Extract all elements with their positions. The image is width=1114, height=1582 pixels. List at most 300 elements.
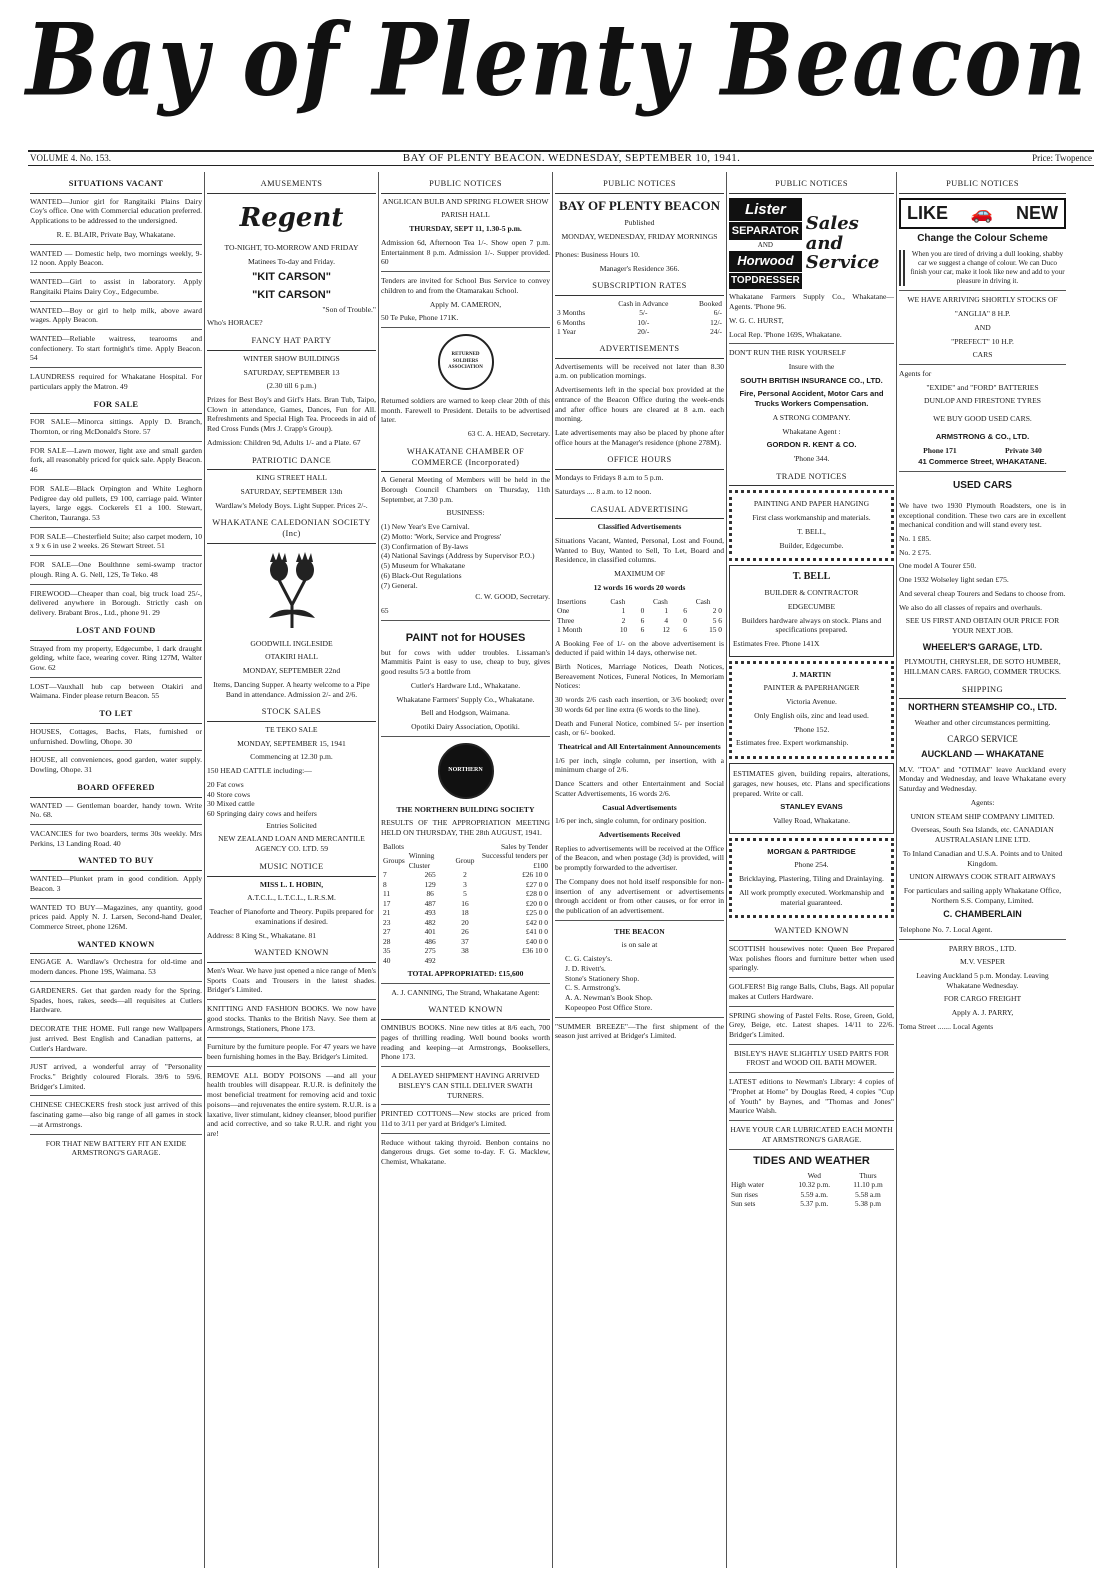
notice-line: One 1932 Wolseley light sedan £75. [899,575,1009,585]
table-cell: 37 [461,936,469,946]
notice-line: No. 1 £85. [899,534,932,544]
table-cell: Sun rises [731,1189,758,1199]
classified-ad: VACANCIES for two boarders, terms 30s weekly. Mrs Perkins, 13 Landing Road. 40 [30,828,202,848]
table-cell: 38 [461,946,469,956]
notice-line: "Son of Trouble." [322,304,376,314]
notice-body: but for cows with udder troubles. Lissaman's Mammitis Paint is easy to use, cheap to buy, gives good results 5/3 a bottle from [381,647,550,677]
notice-line: Cutler's Hardware Ltd., Whakatane. [410,680,521,690]
classified-ad: WANTED—Junior girl for Rangitaiki Plains Dairy Coy's office. One with Commercial education preferred. Applications to be addressed to the undersigned. [30,196,202,226]
section-heading: SHIPPING [899,681,1066,700]
table-header-cell: Sales by Tender [501,841,548,851]
classified-ad: Reduce without taking thyroid. Benbon contains no dangerous drugs. Get some to-day. F. G. Macklew, Chemist, Whakatane. [381,1137,550,1167]
table-row [555,625,724,634]
table-cell: 493 [424,908,436,918]
car-icon: 🚗 [970,202,994,223]
trade-notice [729,490,894,561]
notice-body: Late advertisements may also be placed by phone after office hours at the Manager's residence (phone 278M). [555,427,724,447]
notice-line: Local Rep. 'Phone 169S, Whakatane. [729,329,842,339]
section-heading: PUBLIC NOTICES [899,175,1066,194]
notice-body: SEE US FIRST AND OBTAIN OUR PRICE FOR YOUR NEXT JOB. [905,616,1060,636]
list-item: 60 Springing dairy cows and heifers [207,809,317,819]
notice-body: Items, Dancing Supper. A hearty welcome to a Pipe Band in attendance. Admission 2/- and 2/6. [213,679,370,699]
section-heading: CASUAL ADVERTISING [555,501,724,520]
table-row [381,870,550,879]
table-cell: 1 Year [557,327,576,337]
masthead-title: Bay of Plenty Beacon [25,2,1089,119]
notice-line: MORGAN & PARTRIDGE [767,846,856,856]
topdresser-label: TOPDRESSER [729,273,802,290]
notice-line: "ANGLIA" 8 H.P. [954,309,1011,319]
table-cell: 5.38 p.m [854,1198,881,1208]
notice-line: AUCKLAND — WHAKATANE [921,749,1044,760]
section-heading: PUBLIC NOTICES [555,175,724,194]
notice-line: Insure with the [788,361,835,371]
notice-line: WHEELER'S GARAGE, LTD. [922,641,1043,652]
notice-line: BUILDER & CONTRACTOR [764,588,859,598]
notice-body: RESULTS OF THE APPROPRIATION MEETING HELD ON THURSDAY, THE 28th AUGUST, 1941. [381,818,550,838]
notice-line: THE NORTHERN BUILDING SOCIETY [396,804,535,814]
table-header-cell: Ballots [383,841,404,851]
table-cell: 482 [424,917,436,927]
notice-line: THURSDAY, SEPT 11, 1.30-5 p.m. [409,224,522,234]
list-item: C. S. Armstrong's. [565,983,621,993]
table-cell: 487 [424,898,436,908]
notice-line: Saturdays .... 8 a.m. to 12 noon. [555,486,652,496]
table-row [555,616,724,625]
notice-line: First class workmanship and materials. [752,513,871,523]
classified-ad: Furniture by the furniture people. For 47 years we have been furnishing homes in the Bay. Bridger's Limited. [207,1042,376,1062]
notice-body: Birth Notices, Marriage Notices, Death Notices, Bereavement Notices, Funeral Notices, In Memoriam Notices: [555,661,724,691]
column-5 [726,172,896,1568]
notice-line: ARMSTRONG & CO., LTD. [935,431,1030,441]
column-6 [896,172,1068,1568]
notice-body: Admission 6d, Afternoon Tea 1/-. Show open 7 p.m. Entertainment 8 p.m. Admission 1/-. Supper provided. 60 [381,237,550,267]
table-cell: 10 [619,625,628,635]
list-item: (2) Motto: 'Work, Service and Progress' [381,531,502,541]
notice-line: NEW ZEALAND LOAN AND MERCANTILE AGENCY CO. LTD. 59 [218,834,365,854]
notice-line: Toma Street ....... Local Agents [899,1021,994,1031]
table-cell: 20 [461,917,469,927]
regent-logo: Regent [239,202,344,233]
notice-line: 150 HEAD CATTLE including:— [207,766,312,776]
classified-ad: JUST arrived, a wonderful array of "Personality Frocks." Brightly coloured Florals. 39/6 to 59/6. Bridger's Limited. [30,1062,202,1091]
notice-line: MONDAY, WEDNESDAY, FRIDAY MORNINGS [561,232,718,242]
table-cell: 0 [640,606,645,616]
notice-line: Mondays to Fridays 8 a.m to 5 p.m. [555,473,664,483]
notice-line: Telephone No. 7. Local Agent. [899,924,993,934]
notice-line: Whakatane Farmers' Supply Co., Whakatane. [396,694,535,704]
table-row [729,1199,894,1208]
section-heading: TRADE NOTICES [729,468,894,487]
subscription-table [555,299,724,337]
table-row [381,927,550,936]
lister-advert [729,197,894,291]
notice-line: ANGLICAN BULB AND SPRING FLOWER SHOW [382,196,549,206]
notice-line: TE TEKO SALE [265,725,318,735]
notice-line: M.V. VESPER [959,957,1006,967]
section-heading: ADVERTISEMENTS [555,340,724,359]
list-item: J. D. Rivett's. [565,963,606,973]
volume-number: VOLUME 4. No. 153. [30,152,111,163]
table-cell: 486 [424,936,436,946]
classified-ad: FOR SALE—Lawn mower, light axe and small garden fork, all reasonably priced for quick sale. Apply Beacon. 46 [30,445,202,475]
table-cell [476,956,550,965]
paint-headline: PAINT not for HOUSES [405,631,526,644]
notice-line: Builder, Edgecumbe. [779,540,844,550]
notice-body: We also do all classes of repairs and overhauls. [899,602,1042,612]
section-heading: FANCY HAT PARTY [207,332,376,351]
table-cell: 1 Month [557,625,583,635]
notice-line: DUNLOP AND FIRESTONE TYRES [924,396,1041,406]
notice-body: Replies to advertisements will be received at the Office of the Beacon, and when postage (3d) is provided, will be promptly forwarded to the advertiser. [555,843,724,873]
notice-line: Address: 8 King St., Whakatane. 81 [207,930,317,940]
notice-line: CARS [972,350,993,360]
table-header-cell: Cash [610,596,626,606]
table-cell: 6 [640,615,645,625]
notice-body: Admission: Children 9d, Adults 1/- and a Plate. 67 [207,437,361,447]
notice-line: TO-NIGHT, TO-MORROW AND FRIDAY [224,243,359,253]
table-cell: 16 [461,898,469,908]
table-cell: 5 6 [712,615,722,625]
notice-line: "PREFECT" 10 H.P. [951,336,1014,346]
table-cell: 86 [426,889,434,899]
table-cell: 24/- [710,327,722,337]
notice-line: UNION AIRWAYS COOK STRAIT AIRWAYS [909,872,1056,882]
table-cell: 492 [424,955,436,965]
classified-ad: Strayed from my property, Edgecumbe, 1 dark draught gelding, white face, wearing cover. Ring 127M, Walter Gow. 62 [30,643,202,672]
list-item: A. A. Newman's Book Shop. [565,993,653,1003]
notice-line: Weather and other circumstances permitting. [914,718,1051,727]
results-table [381,842,550,965]
table-cell: 1 [621,606,626,616]
table-header-cell: Cash [695,596,711,606]
table-cell: 6/- [713,308,722,318]
section-heading: MUSIC NOTICE [207,858,376,877]
notice-line: Agents for [899,369,932,379]
table-cell: 11 [383,889,391,899]
notice-line: CARGO SERVICE [947,733,1018,744]
notice-line: T. BELL, [797,526,826,536]
table-cell: 6 [683,625,687,635]
section-heading: SUBSCRIPTION RATES [555,277,724,296]
classified-ad: WANTED—Girl to assist in laboratory. Apply Rangitaiki Plains Dairy Coy., Edgecumbe. [30,277,202,296]
classified-ad: HOUSES, Cottages, Bachs, Flats, furnished or unfurnished. Dowling, Ohope. 30 [30,726,202,746]
table-header-cell [407,842,454,851]
like-label: LIKE [907,202,949,223]
table-cell: 23 [383,917,391,927]
classified-ad: SPRING showing of Pastel Felts. Rose, Green, Gold, Grey, Beige, etc. Latest shapes. 14/11 to 22/6. Bridger's Limited. [729,1010,894,1040]
table-row [381,946,550,955]
notice-line: GOODWILL INGLESIDE [250,638,333,648]
notice-body: Advertisements left in the special box provided at the entrance of the Beacon Office during the week-ends and after office hours are cleared at 8 a.m. each morning. [555,385,724,424]
tides-heading: TIDES AND WEATHER [753,1154,870,1167]
list-item: Kopeopeo Post Office Store. [565,1002,653,1012]
table-header-cell: Cash in Advance [618,299,669,308]
table-row [381,918,550,927]
notice-line: Apply A. J. PARRY, [951,1008,1014,1018]
table-header [381,842,550,851]
table-row [381,889,550,898]
notice-line: BUSINESS: [446,508,485,518]
classified-ad: LOST—Vauxhall hub cap between Otakiri and Waimana. Finder please return Beacon. 55 [30,681,202,701]
notice-line: Bell and Hodgson, Waimana. [421,708,510,718]
section-heading: PUBLIC NOTICES [729,175,894,194]
notice-line: A.T.C.L., L.T.C.L., L.R.S.M. [247,893,336,903]
notice-line: is on sale at [621,940,658,950]
notice-line: WINTER SHOW BUILDINGS [243,353,340,363]
notice-line: MAXIMUM OF [614,569,665,579]
table-cell: 35 [383,946,391,956]
lister-logo: Lister [729,198,802,221]
table-header-cell [555,299,603,308]
notice-body: When you are tired of driving a dull looking, shabby car we suggest a change of colour. We can Duco finish your car, make it look like new and add to your pleasure in driving it. [899,250,1066,287]
notice-body: Builders hardware always on stock. Plans and specifications prepared. [741,615,882,635]
table-cell: 2 [463,870,467,880]
table-header-cell: Wed [807,1170,821,1180]
notice-body: Prizes for Best Boy's and Girl's Hats. Bran Tub, Taipo, Clown in attendance, Games, Dances, Fun for All. Refreshments and Special High Tea. Proceeds in aid of Red Cross Funds (Mrs J. Crapp's Group). [207,394,376,434]
notice-body: A Booking Fee of 1/- on the above advertisement is deducted if paid within 14 days, otherwise net. [555,638,724,658]
list-item: Stone's Stationery Shop. [565,973,640,983]
notice-line: Classified Advertisements [597,522,682,532]
list-item: (3) Confirmation of By-laws [381,541,469,551]
notice-line: MONDAY, SEPTEMBER 15, 1941 [237,738,346,748]
section-heading: WANTED TO BUY [30,852,202,871]
notice-line: KING STREET HALL [256,473,327,483]
notice-line: One model A Tourer £50. [899,561,977,571]
notice-body: Whakatane Farmers Supply Co., Whakatane—Agents. 'Phone 96. [729,292,894,312]
table-row [381,880,550,889]
notice-line: NORTHERN STEAMSHIP CO., LTD. [908,702,1057,713]
classified-ad: GARDENERS. Get that garden ready for the Spring. Spades, hoes, rakes, seeds—all requisites at Cutlers Hardware. [30,985,202,1015]
notice-line: Manager's Residence 366. [599,263,680,273]
notice-line: OTAKIRI HALL [265,652,318,662]
table-row [729,1180,894,1189]
table-cell: 5/- [639,308,648,318]
notice-body: Tenders are invited for School Bus Service to convey children to and from the Otamarakau School. [381,276,550,295]
table-cell: 6 [640,625,645,635]
classified-ad: SCOTTISH housewives note: Queen Bee Prepared Wax polishes floors and furniture better when used sparingly. [729,944,894,973]
table-cell: 7 [383,870,387,880]
table-cell: £40 0 0 [525,936,548,946]
classified-ad: FOR SALE—Black Orpington and White Leghorn Pedigree day old pullets, £9 100, carriage paid. Winter layers, large eggs. Cockerels £1 a 100. Stewart, Cheriton, Tauranga. 53 [30,483,202,523]
notice-line: UNION STEAM SHIP COMPANY LIMITED. [910,811,1055,821]
table-cell: 27 [383,927,391,937]
classified-ad: WANTED—Reliable waitress, tearooms and confectionery. To start fortnight's time. Apply Beacon. 54 [30,333,202,363]
notice-body: We have two 1930 Plymouth Roadsters, one is in exceptional condition. These two cars are in excellent mechanical condition and will stand every test. [899,500,1066,530]
table-row [555,327,724,336]
notice-line: Phone 254. [794,860,829,870]
table-row [381,937,550,946]
notice-line: MISS L. I. HOBIN, [259,879,324,889]
table-cell: 3 [463,879,467,889]
northern-emblem: NORTHERN [438,743,494,799]
table-header-cell: Booked [699,299,722,308]
classified-ad: HAVE YOUR CAR LUBRICATED EACH MONTH AT ARMSTRONG'S GARAGE. [730,1125,893,1144]
table-cell: 5.37 p.m. [800,1198,829,1208]
trade-notice [729,838,894,919]
table-cell: 6 [683,606,687,616]
table-cell: 5 [463,889,467,899]
notice-line: Only English oils, zinc and lead used. [754,710,869,720]
notice-body: The Company does not hold itself responsible for non-insertion of any advertisement or advertisements through accident or from other causes, or for error in the publication of an advertisement. [555,876,724,916]
notice-line: Matinees To-day and Friday. [248,256,335,266]
rates-table [555,597,724,635]
notice-line: Wardlaw's Melody Boys. Light Supper. Prices 2/-. [215,500,368,510]
classified-ad: HOUSE, all conveniences, good garden, water supply. Dowling, Ohope. 31 [30,755,202,775]
tides-table [729,1171,894,1209]
section-heading: WANTED KNOWN [207,944,376,963]
notice-line: Apply M. CAMERON, [429,299,502,309]
phone-row [899,446,1066,456]
classified-ad: WANTED — Gentleman boarder, handy town. Write No. 68. [30,800,202,820]
table-header-cell: Thurs [859,1170,877,1180]
section-heading: PATRIOTIC DANCE [207,452,376,471]
table-cell: 5.59 a.m. [800,1189,828,1199]
notice-line: PAINTER & PAPERHANGER [763,683,860,693]
notice-line: WE HAVE ARRIVING SHORTLY STOCKS OF [907,295,1058,305]
table-cell: 26 [461,927,469,937]
classified-ad: WANTED — Domestic help, two mornings weekly, 9-12 noon. Apply Beacon. [30,248,202,268]
notice-line: 'Phone 152. [793,724,830,734]
list-item: (6) Black-Out Regulations [381,570,462,580]
classified-ad: FIREWOOD—Cheaper than coal, big truck load 25/-, delivered anywhere in Borough. Strictly cash on delivery. Brabant Bros., Ltd., phone 91. 29 [30,588,202,618]
notice-line: T. BELL [792,571,831,583]
classified-ad: FOR SALE—Chesterfield Suite; also carpet modern, 10 x 9 x 6 in use 2 weeks. 26 Stewart Street. 51 [30,531,202,551]
notice-body: Teacher of Pianoforte and Theory. Pupils prepared for examinations if desired. [209,907,374,926]
notice-line: EDGECUMBE [787,601,836,611]
table-header-cell [639,597,651,606]
table-cell [454,956,477,965]
table-header-cell: Groups [383,856,405,866]
notice-body: M.V. "TOA" and "OTIMAI" leave Auckland every Monday and Wednesday, and leave Whakatane every Saturday and Wednesday. [899,764,1066,794]
section-heading: LOST AND FOUND [30,622,202,641]
table-header-cell: Cash [653,596,668,606]
notice-line: 65 [381,605,389,615]
trade-notice [729,763,894,834]
table-header-cell: Winning Cluster [408,851,435,870]
notice-line: Valley Road, Whakatane. [772,815,851,825]
notice-line: Who's HORACE? [207,318,263,328]
classified-ad: REMOVE ALL BODY POISONS —and all your health troubles will disappear. R.U.R. is definitely the most beneficial treatment for removing acid and toxic poisons—and rejuvenates the entire system. R.U.R. is a laxative, liver stimulant, kidney cleanser, blood purifier and acid corrective, and so take R.U.R. and right you are! [207,1070,376,1139]
classified-ad: CHINESE CHECKERS fresh stock just arrived of this fascinating game—also big range of all games in stock—at Armstrongs. [30,1100,202,1129]
table-cell: 12/- [710,317,722,327]
classified-ad: FOR THAT NEW BATTERY FIT AN EXIDE ARMSTRONG'S GARAGE. [45,1138,187,1158]
notice-line: 41 Commerce Street, WHAKATANE. [918,457,1047,467]
thistle-icon [207,550,376,633]
table-cell: Sun sets [731,1198,756,1208]
section-heading: OFFICE HOURS [555,451,724,470]
notice-line: Advertisements Received [598,830,681,839]
list-item: C. G. Caistey's. [565,954,613,964]
section-heading: WHAKATANE CHAMBER OF COMMERCE (Incorporated) [381,443,550,473]
table-row [381,956,550,965]
table-cell: 2 [621,615,626,625]
table-cell: Three [557,615,575,625]
table-cell: 0 [683,615,687,625]
table-cell: 15 0 [709,625,722,635]
like-new-banner [899,198,1066,229]
table-cell: 11.10 p.m [853,1180,883,1190]
notice-line: Entries Solicited [266,820,317,830]
notice-line: SATURDAY, SEPTEMBER 13th [240,487,343,497]
column-3 [378,172,552,1568]
table-row [381,899,550,908]
table-cell: 20/- [637,327,650,337]
notice-line: MONDAY, SEPTEMBER 22nd [242,666,341,676]
notice-body: Dance Scatters and other Entertainment and Social Scatter Advertisements, 16 words 2/6. [555,779,724,798]
section-heading: SITUATIONS VACANT [30,175,202,194]
table-cell: 2 0 [712,606,722,616]
notice-body: PLYMOUTH, CHRYSLER, DE SOTO HUMBER, HILLMAN CARS. FARGO, COMMER TRUCKS. [904,657,1061,677]
notice-line: Victoria Avenue. [786,697,837,707]
table-cell: £25 0 0 [525,908,548,918]
notice-line: Commencing at 12.30 p.m. [250,752,333,762]
horwood-logo: Horwood [729,251,802,272]
list-item: (4) National Savings (Address by Supervisor P.O.) [381,551,535,561]
table-cell: 18 [461,908,469,918]
table-row [555,318,724,327]
table-cell: £41 0 0 [525,927,548,937]
notice-body: 1/6 per inch, single column, per insertion, with a minimum charge of 2/6. [555,755,724,775]
table-cell: 6 Months [557,317,586,327]
trade-notice [729,661,894,759]
dateline [28,150,1094,166]
list-item: 30 Mixed cattle [207,799,255,809]
notice-line: WE BUY GOOD USED CARS. [933,414,1032,424]
classified-ad: WANTED—Boy or girl to help milk, above award wages. Apply Beacon. [30,305,202,325]
notice-line: PARRY BROS., LTD. [948,943,1017,953]
price: Price: Twopence [1032,152,1092,163]
section-heading: WANTED KNOWN [30,936,202,955]
table-cell: £26 10 0 [522,870,548,880]
section-heading: AMUSEMENTS [207,175,376,194]
notice-body: 1/6 per inch, single column, for ordinary position. [555,816,707,826]
notice-line: W. G. C. HURST, [729,315,784,325]
table-cell: 4 [664,615,669,625]
dateline-center: BAY OF PLENTY BEACON. WEDNESDAY, SEPTEMBER 10, 1941. [402,152,741,165]
notice-line: GORDON R. KENT & CO. [766,440,857,450]
private-number: Private 340 [1004,445,1042,455]
table-cell: 28 [383,936,391,946]
list-item: (5) Museum for Whakatane [381,561,465,571]
table-header-cell: Group [455,856,475,866]
table-cell: 1 [664,606,669,616]
table-cell: 21 [383,908,391,918]
trade-notice [729,565,894,656]
column-1 [28,172,204,1568]
used-cars-heading: USED CARS [953,480,1012,492]
notice-body: For particulars and sailing apply Whakatane Office, Northern S.S. Company, Limited. [903,885,1062,905]
column-2 [204,172,378,1568]
separator-label: SEPARATOR [729,222,802,240]
table-cell: £20 0 0 [525,898,548,908]
table-cell: 17 [383,898,391,908]
notice-line: Overseas, South Sea Islands, etc. CANADIAN AUSTRALASIAN LINE LTD. [911,825,1054,845]
classified-ad: "SUMMER BREEZE"—The first shipment of the season just arrived at Bridger's Limited. [555,1021,724,1041]
classified-ad: FOR SALE—Minorca sittings. Apply D. Branch, Thornton, or ring McDonald's Store. 57 [30,417,202,436]
phone-number: Phone 171 [923,445,957,455]
table-header-cell [729,1171,787,1180]
classified-ad: GOLFERS! Big range Balls, Clubs, Bags. All popular makes at Cutlers Hardware. [729,982,894,1001]
and-label: AND [757,241,773,250]
notice-line: 'Phone 344. [793,454,830,464]
classified-ad: DECORATE THE HOME. Full range new Wallpapers just arrived. Best English and Canadian patterns, at Cutler's Hardware. [30,1024,202,1053]
notice-line: Opotiki Dairy Association, Opotiki. [411,722,520,732]
notice-body: A General Meeting of Members will be held in the Borough Council Chambers on Thursday, 11th September, at 7.30 p.m. [381,475,550,504]
notice-body: ESTIMATES given, building repairs, alterations, garages, new houses, etc. Plans and specifications prepared. Write or call. [733,769,890,798]
table-cell: £27 0 0 [525,879,548,889]
notice-line: STANLEY EVANS [780,802,843,812]
